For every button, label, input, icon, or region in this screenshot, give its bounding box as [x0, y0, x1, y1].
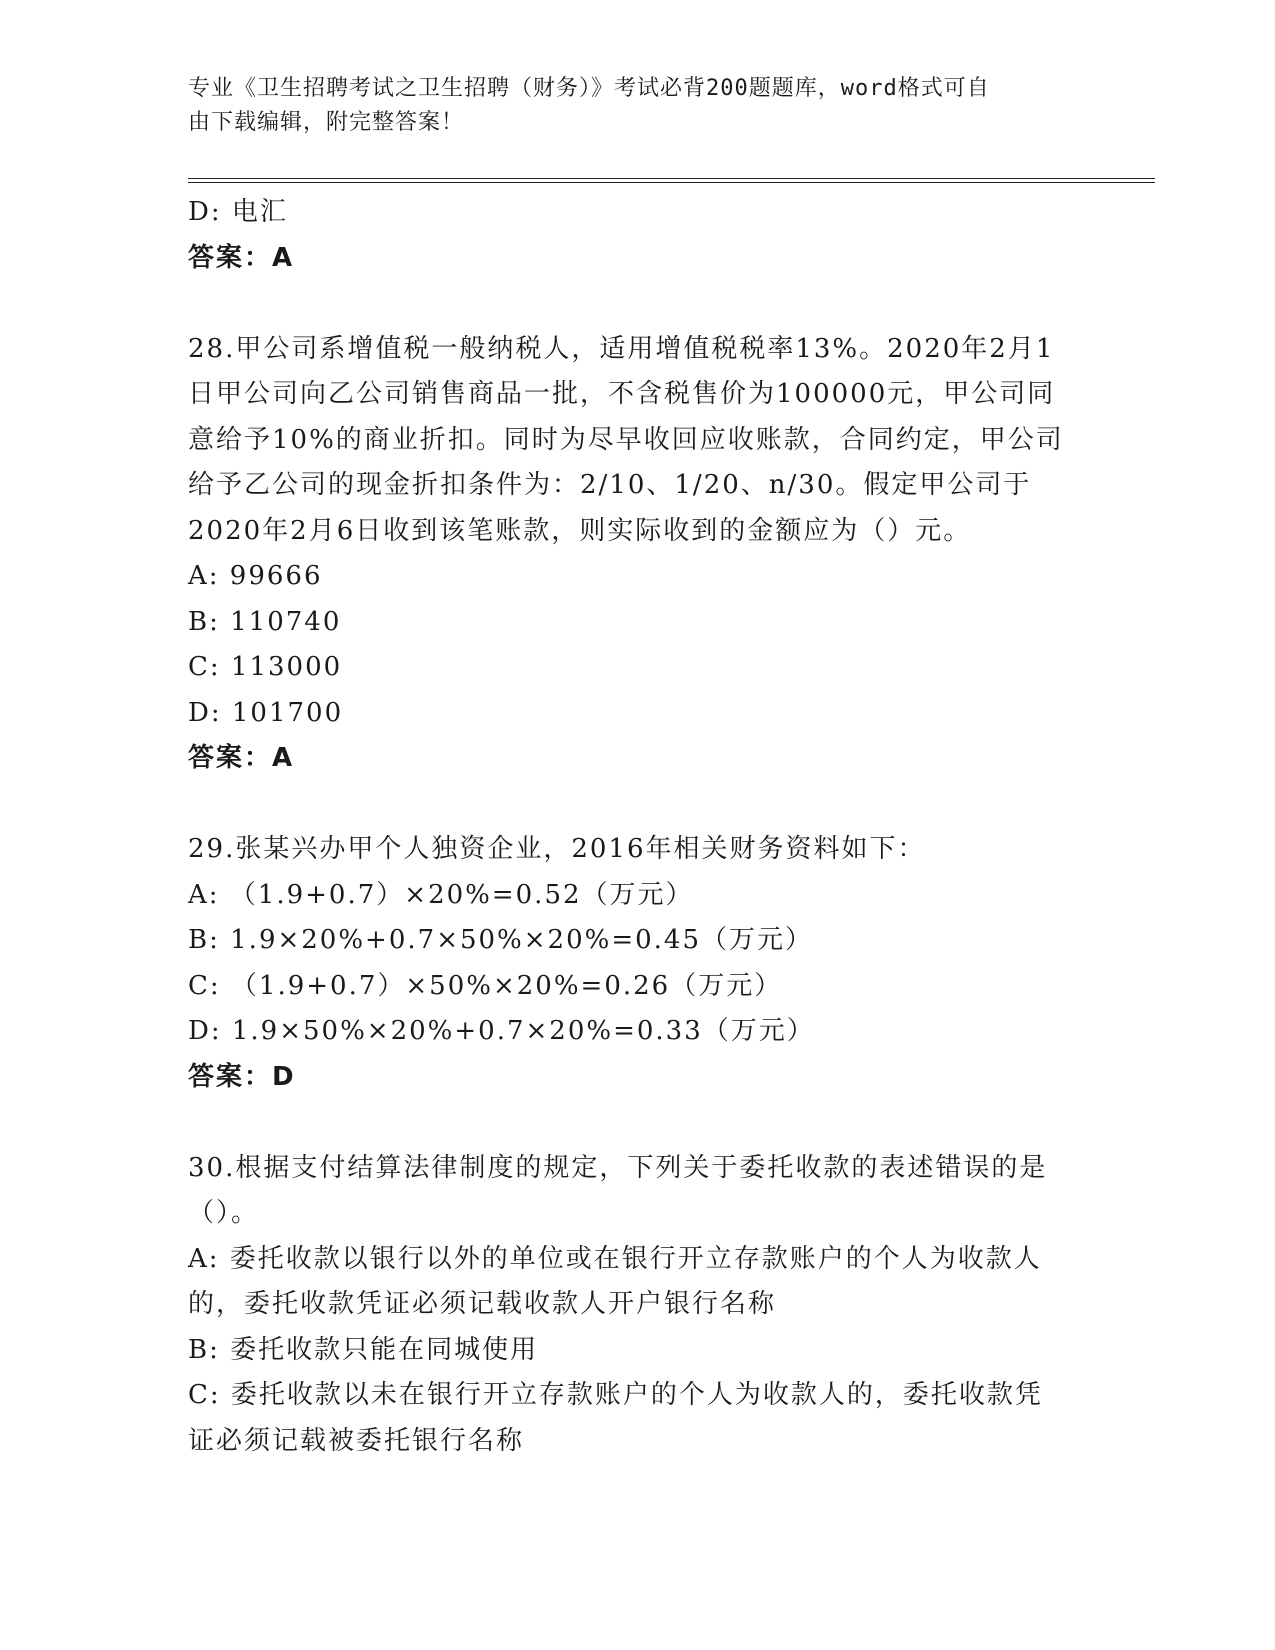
header-line-2: 由下载编辑，附完整答案！	[188, 110, 465, 135]
spacer	[188, 1100, 1088, 1146]
question-30	[188, 1146, 1088, 1465]
question-stem-line: 30.根据支付结算法律制度的规定，下列关于委托收款的表述错误的是	[188, 1152, 1048, 1183]
option-d: D: 1.9×50%×20%+0.7×20%=0.33（万元）	[188, 1016, 815, 1046]
question-29	[188, 827, 1088, 1100]
question-stem-line: 2020年2月6日收到该笔账款，则实际收到的金额应为（）元。	[188, 515, 972, 546]
spacer	[188, 281, 1088, 327]
answer-line: 答案：D	[188, 1061, 296, 1092]
question-stem-line: 意给予10%的商业折扣。同时为尽早收回应收账款，合同约定，甲公司	[188, 424, 1064, 455]
option-c: C: （1.9+0.7）×50%×20%=0.26（万元）	[188, 970, 783, 1001]
option-a-continued: 的，委托收款凭证必须记载收款人开户银行名称	[188, 1289, 777, 1319]
question-stem-line: 29.张某兴办甲个人独资企业，2016年相关财务资料如下：	[188, 834, 926, 864]
option-a: A: 99666	[188, 561, 323, 591]
header-divider	[188, 178, 1155, 183]
question-stem-line: 给予乙公司的现金折扣条件为：2/10、1/20、n/30。假定甲公司于	[188, 470, 1032, 500]
option-a: A: （1.9+0.7）×20%=0.52（万元）	[188, 879, 694, 910]
question-stem-line: 28.甲公司系增值税一般纳税人，适用增值税税率13%。2020年2月1	[188, 333, 1055, 364]
page-header	[188, 72, 1068, 140]
question-stem-line: （）。	[188, 1198, 260, 1228]
question-stem-line: 日甲公司向乙公司销售商品一批，不含税售价为100000元，甲公司同	[188, 379, 1056, 409]
option-b: B: 委托收款只能在同城使用	[188, 1334, 539, 1365]
option-b: B: 1.9×20%+0.7×50%×20%=0.45（万元）	[188, 925, 814, 955]
spacer	[188, 782, 1088, 828]
previous-question-tail	[188, 190, 1088, 281]
answer-line: 答案：A	[188, 743, 295, 773]
option-c-continued: 证必须记载被委托银行名称	[188, 1425, 525, 1456]
question-28	[188, 327, 1088, 782]
option-c: C: 委托收款以未在银行开立存款账户的个人为收款人的，委托收款凭	[188, 1380, 1043, 1410]
option-c: C: 113000	[188, 652, 343, 682]
option-a: A: 委托收款以银行以外的单位或在银行开立存款账户的个人为收款人	[188, 1243, 1042, 1274]
option-b: B: 110740	[188, 606, 342, 637]
answer-line: 答案：A	[188, 242, 295, 273]
option-d: D: 101700	[188, 697, 344, 728]
header-line-1: 专业《卫生招聘考试之卫生招聘（财务）》考试必背200题题库，word格式可自	[188, 76, 990, 101]
option-d: D: 电汇	[188, 197, 288, 227]
document-body	[188, 190, 1088, 1464]
